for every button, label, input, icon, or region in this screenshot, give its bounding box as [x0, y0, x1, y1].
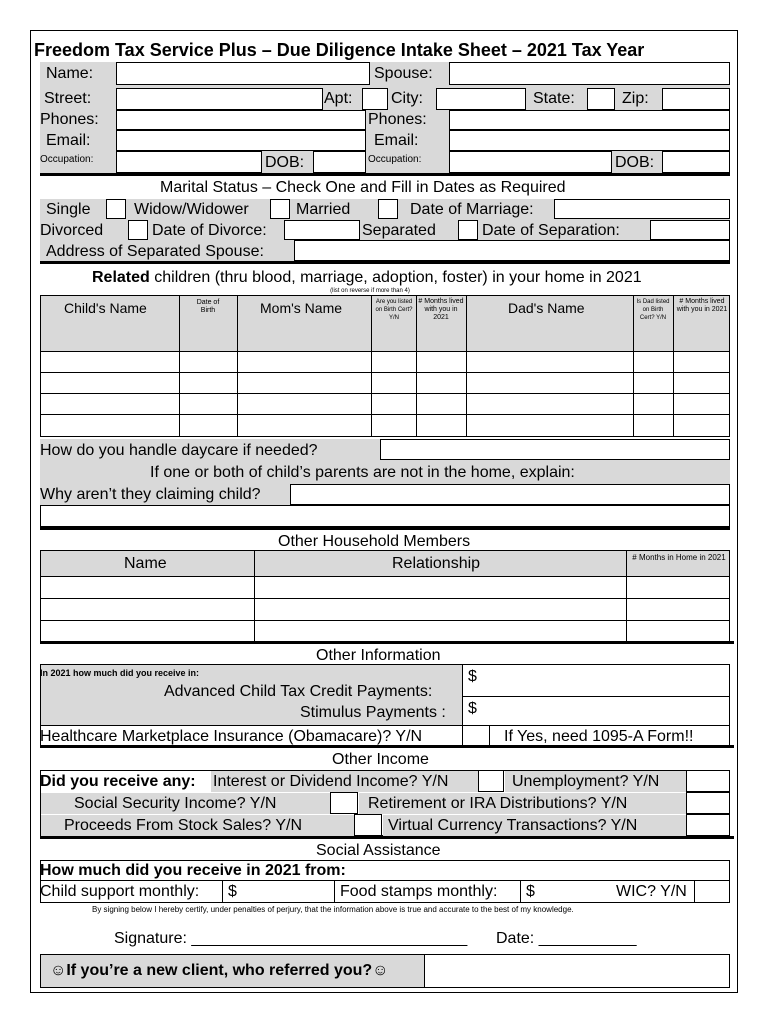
address-sep-field[interactable] [294, 240, 730, 261]
unemployment-question: Unemployment? Y/N [512, 773, 660, 790]
married-label: Married [296, 201, 351, 218]
page-title: Freedom Tax Service Plus – Due Diligence Intake Sheet – 2021 Tax Year [34, 40, 645, 60]
dob-label: DOB: [265, 154, 305, 171]
how-much-label: How much did you receive in 2021 from: [40, 862, 346, 879]
child-support-label: Child support monthly: [40, 883, 200, 900]
divider [40, 836, 734, 839]
dob2-label: DOB: [615, 154, 655, 171]
divorced-checkbox[interactable] [128, 220, 148, 240]
separated-checkbox[interactable] [458, 220, 478, 240]
col-member-name: Name [124, 555, 167, 572]
virtual-question: Virtual Currency Transactions? Y/N [388, 817, 638, 834]
date-divorce-field[interactable] [284, 220, 360, 240]
phones-field[interactable] [116, 110, 366, 130]
interest-answer[interactable] [478, 770, 504, 792]
email2-field[interactable] [449, 130, 730, 151]
other-info-heading: Other Information [316, 647, 441, 664]
advanced-label: Advanced Child Tax Credit Payments: [164, 683, 433, 700]
col-relationship: Relationship [392, 555, 481, 572]
col-mom-name: Mom's Name [260, 300, 343, 316]
stimulus-label: Stimulus Payments : [300, 704, 446, 721]
stock-question: Proceeds From Stock Sales? Y/N [64, 817, 303, 834]
zip-field[interactable] [662, 88, 730, 110]
healthcare-question: Healthcare Marketplace Insurance (Obamacare)? Y/N [40, 728, 423, 745]
col-dob: Date of Birth [196, 299, 220, 314]
food-stamps-dollar: $ [526, 883, 535, 900]
dob-field[interactable] [313, 151, 366, 173]
referral-field[interactable] [425, 955, 729, 987]
widow-label: Widow/Widower [134, 201, 249, 218]
did-receive-label: Did you receive any: [40, 773, 196, 790]
email2-label: Email: [374, 132, 419, 149]
explain-field[interactable] [40, 505, 730, 527]
city-field[interactable] [436, 88, 526, 110]
phones-label: Phones: [40, 111, 99, 128]
phones2-field[interactable] [449, 110, 730, 130]
single-label: Single [46, 201, 91, 218]
daycare-question: How do you handle daycare if needed? [40, 442, 318, 459]
name-field[interactable] [116, 62, 370, 85]
date-separation-label: Date of Separation: [482, 222, 620, 239]
children-heading [92, 269, 642, 287]
social-security-question: Social Security Income? Y/N [74, 795, 277, 812]
address-sep-label: Address of Separated Spouse: [46, 243, 264, 260]
retirement-question: Retirement or IRA Distributions? Y/N [368, 795, 628, 812]
street-label: Street: [44, 90, 92, 107]
col-child-name: Child's Name [64, 300, 147, 316]
food-stamps-label: Food stamps monthly: [340, 883, 498, 900]
apt-label: Apt: [324, 90, 353, 107]
other-info-intro: In 2021 how much did you receive in: [40, 668, 200, 678]
date-line[interactable]: Date: ___________ [496, 930, 637, 947]
col-dad-listed: Is Dad listed on Birth Cert? Y/N [636, 299, 670, 321]
unemployment-answer[interactable] [686, 770, 730, 792]
signature-line[interactable]: Signature: _______________________________ [114, 930, 468, 947]
name-label: Name: [46, 65, 94, 82]
col-listed: Are you listed on Birth Cert? Y/N [375, 299, 413, 321]
parents-question: If one or both of child’s parents are not in the home, explain: [150, 464, 575, 481]
occupation-label: Occupation: [40, 154, 94, 165]
children-heading-text: children (thru blood, marriage, adoption, foster) in your home in 2021 [149, 269, 642, 286]
email-label: Email: [46, 132, 91, 149]
divider [40, 527, 730, 530]
wic-question: WIC? Y/N [616, 883, 687, 900]
col-months: # Months lived with you in 2021 [418, 298, 464, 321]
stock-answer[interactable] [354, 814, 382, 836]
date-marriage-label: Date of Marriage: [410, 201, 534, 218]
divider [40, 173, 730, 176]
child-support-dollar: $ [228, 883, 237, 900]
form-note: If Yes, need 1095-A Form!! [504, 728, 694, 745]
other-income-heading: Other Income [332, 751, 429, 768]
certify-text: By signing below I hereby certify, under penalties of perjury, that the information above is true and accurate to the best of my knowledge. [92, 905, 574, 914]
stimulus-dollar: $ [468, 700, 477, 717]
why-field[interactable] [290, 484, 730, 505]
zip-label: Zip: [622, 90, 649, 107]
state-field[interactable] [587, 88, 615, 110]
social-assistance-heading: Social Assistance [316, 842, 441, 859]
single-checkbox[interactable] [106, 199, 126, 219]
street-field[interactable] [116, 88, 323, 110]
date-marriage-field[interactable] [554, 199, 730, 219]
divider [40, 261, 730, 264]
col-dad-months: # Months lived with you in 2021 [676, 298, 728, 313]
dob2-field[interactable] [662, 151, 730, 173]
household-heading: Other Household Members [278, 533, 471, 550]
separated-label: Separated [362, 222, 436, 239]
interest-question: Interest or Dividend Income? Y/N [213, 773, 449, 790]
divider [40, 745, 734, 748]
date-separation-field[interactable] [650, 220, 730, 240]
divorced-label: Divorced [40, 222, 104, 239]
occupation-field[interactable] [116, 151, 262, 173]
occupation2-label: Occupation: [368, 154, 422, 165]
virtual-answer[interactable] [686, 814, 730, 836]
retirement-answer[interactable] [686, 792, 730, 814]
spouse-field[interactable] [449, 62, 730, 85]
city-label: City: [391, 90, 423, 107]
children-note: (list on reverse if more than 4) [330, 288, 410, 294]
healthcare-answer[interactable] [462, 725, 490, 746]
advanced-dollar: $ [468, 668, 477, 685]
email-field[interactable] [116, 130, 366, 151]
col-months-home: # Months in Home in 2021 [632, 553, 726, 562]
social-security-answer[interactable] [330, 792, 358, 814]
date-divorce-label: Date of Divorce: [152, 222, 267, 239]
phones2-label: Phones: [368, 111, 427, 128]
col-dad-name: Dad's Name [508, 300, 585, 316]
why-question: Why aren’t they claiming child? [40, 486, 261, 503]
state-label: State: [533, 90, 575, 107]
apt-field[interactable] [362, 88, 388, 110]
occupation2-field[interactable] [449, 151, 612, 173]
referral-question: ☺If you’re a new client, who referred you?☺ [50, 962, 389, 979]
children-heading-bold: Related [92, 269, 150, 286]
widow-checkbox[interactable] [270, 199, 290, 219]
divider [40, 641, 734, 644]
spouse-label: Spouse: [374, 65, 433, 82]
married-checkbox[interactable] [378, 199, 398, 219]
daycare-field[interactable] [380, 439, 730, 460]
marital-heading: Marital Status – Check One and Fill in Dates as Required [160, 179, 566, 196]
